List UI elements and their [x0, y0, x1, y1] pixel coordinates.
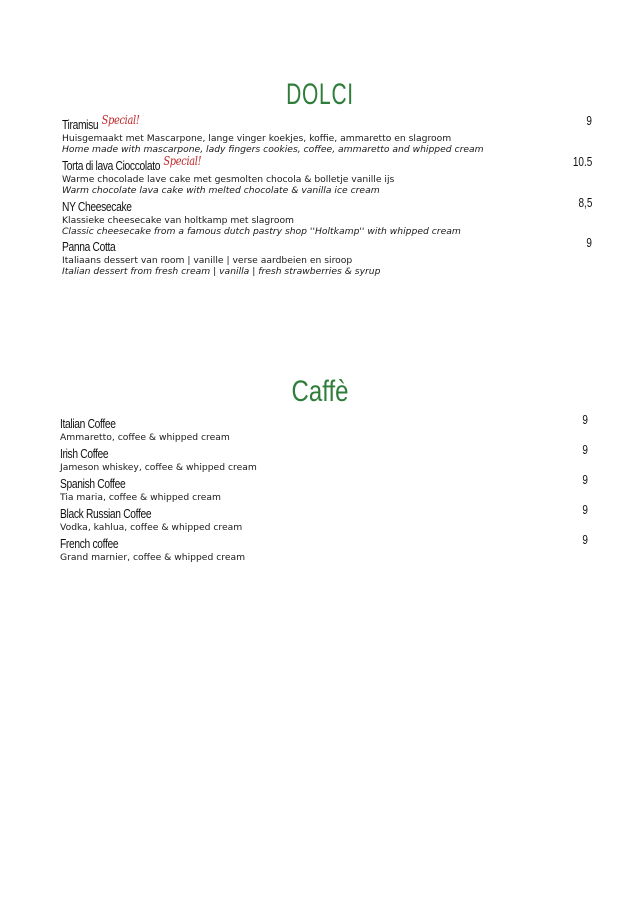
menu-item-description-nl: Italiaans dessert van room | vanille | verse aardbeien en siroop: [62, 255, 353, 266]
menu-item-description-nl: Warme chocolade lave cake met gesmolten chocola & bolletje vanille ijs: [62, 174, 395, 185]
menu-item-description: Vodka, kahlua, coffee & whipped cream: [60, 522, 243, 533]
menu-item-panna-cotta: [62, 236, 592, 277]
menu-item-description-en: Italian dessert from fresh cream | vanilla | fresh strawberries & syrup: [62, 266, 381, 277]
menu-item-name: Torta di lava Cioccolato Special!: [62, 154, 202, 173]
menu-item-italian-coffee: [60, 413, 588, 443]
menu-item-price: 9: [586, 236, 592, 250]
caffe-section-title: Caffè: [291, 375, 349, 408]
menu-item-name: Spanish Coffee: [60, 477, 126, 491]
menu-item-description: Tia maria, coffee & whipped cream: [60, 492, 221, 503]
menu-item-name: Black Russian Coffee: [60, 507, 152, 521]
menu-item-price: 9: [582, 503, 588, 517]
menu-item-description-en: Home made with mascarpone, lady fingers cookies, coffee, ammaretto and whipped cream: [62, 144, 484, 155]
dolci-section-title: DOLCI: [286, 78, 354, 111]
menu-item-description-nl: Huisgemaakt met Mascarpone, lange vinger koekjes, koffie, ammaretto en slagroom: [62, 133, 452, 144]
menu-item-description-nl: Klassieke cheesecake van holtkamp met slagroom: [62, 215, 295, 226]
menu-item-name: Panna Cotta: [62, 240, 116, 254]
menu-item-description: Jameson whiskey, coffee & whipped cream: [60, 462, 257, 473]
menu-item-irish-coffee: [60, 443, 588, 473]
special-label: Special!: [101, 113, 140, 127]
menu-item-name: French coffee: [60, 537, 119, 551]
menu-item-name: NY Cheesecake: [62, 200, 132, 214]
menu-item-spanish-coffee: [60, 473, 588, 503]
menu-item-french-coffee: [60, 533, 588, 563]
menu-item-torta-di-lava: [62, 155, 592, 196]
menu-item-black-russian-coffee: [60, 503, 588, 533]
menu-item-description-en: Classic cheesecake from a famous dutch pastry shop ''Holtkamp'' with whipped cream: [62, 226, 461, 237]
menu-item-price: 9: [586, 114, 592, 128]
menu-item-ny-cheesecake: [62, 196, 592, 237]
menu-item-price: 10.5: [572, 155, 592, 169]
menu-item-name: Tiramisu Special!: [62, 113, 140, 132]
menu-item-price: 8,5: [578, 196, 592, 210]
menu-item-tiramisu: [62, 114, 592, 155]
menu-item-description-en: Warm chocolate lava cake with melted chocolate & vanilla ice cream: [62, 185, 380, 196]
menu-item-price: 9: [582, 443, 588, 457]
menu-item-description: Grand marnier, coffee & whipped cream: [60, 552, 246, 563]
menu-item-description: Ammaretto, coffee & whipped cream: [60, 432, 230, 443]
menu-item-price: 9: [582, 473, 588, 487]
special-label: Special!: [163, 154, 202, 168]
menu-item-name: Irish Coffee: [60, 447, 109, 461]
menu-item-name: Italian Coffee: [60, 417, 116, 431]
menu-item-price: 9: [582, 533, 588, 547]
menu-item-price: 9: [582, 413, 588, 427]
